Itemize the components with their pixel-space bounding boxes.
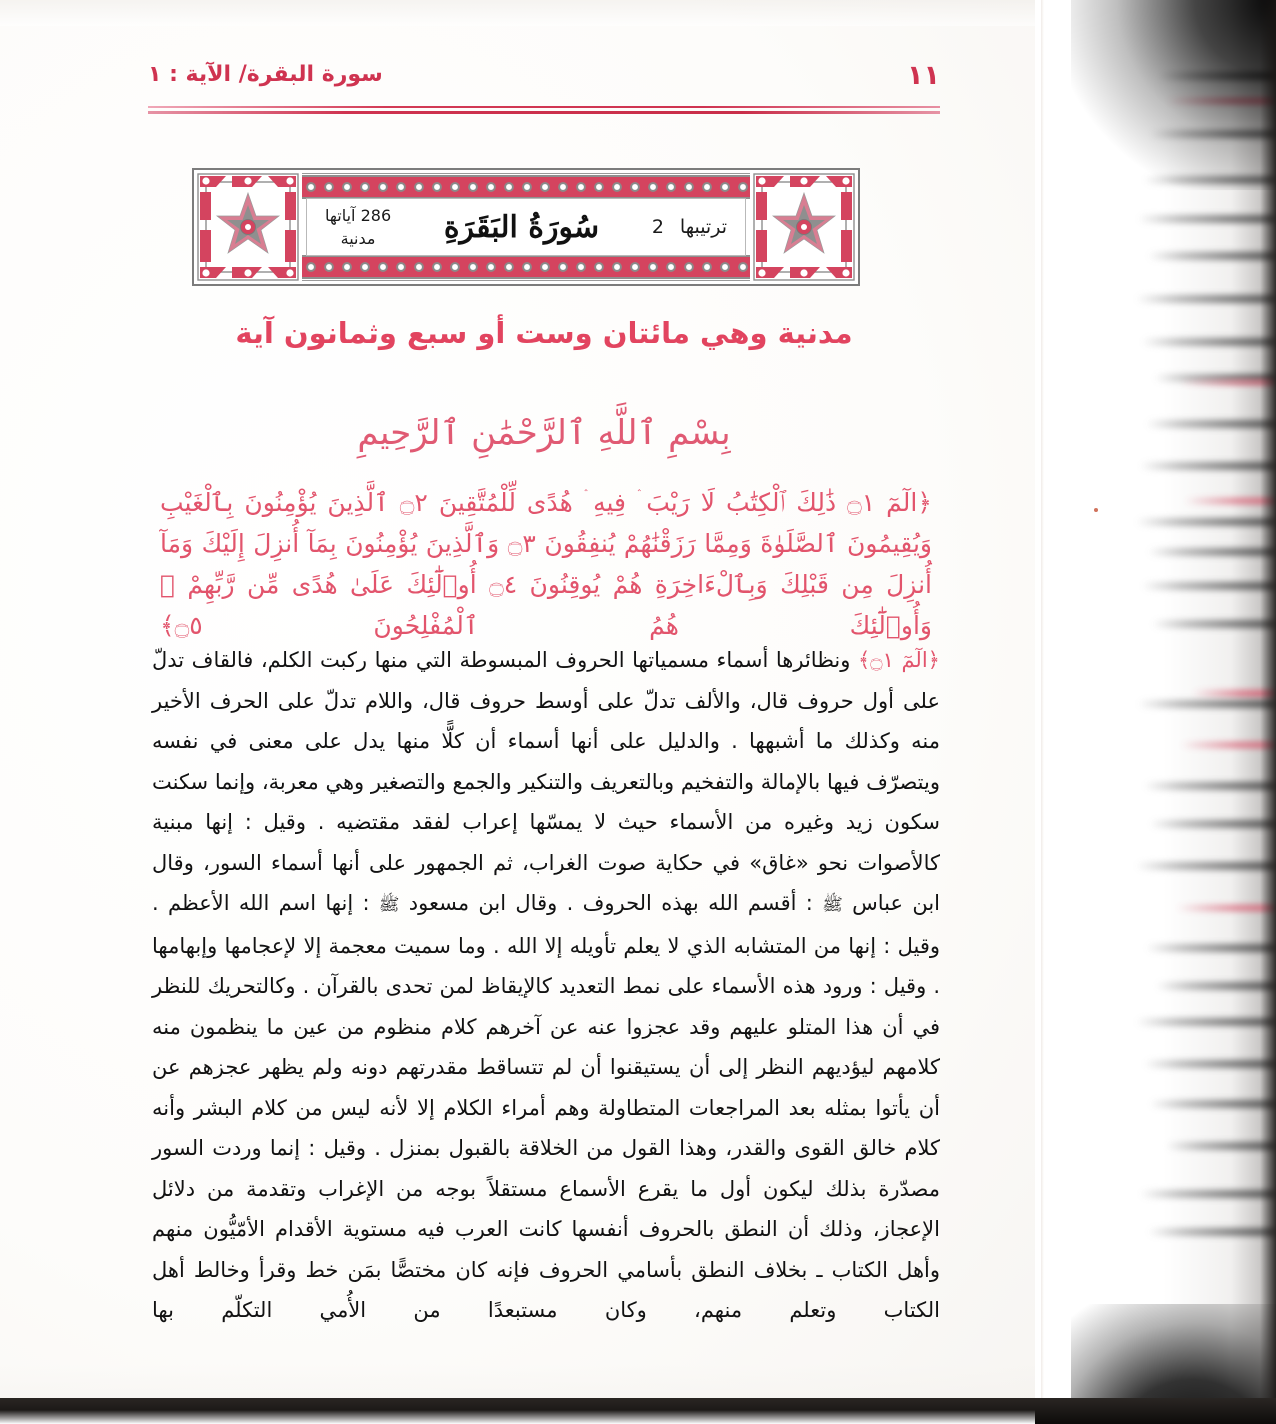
basmala: بِسْمِ ٱللَّهِ ٱلرَّحْمَٰنِ ٱلرَّحِيمِ: [357, 413, 731, 453]
page-top-shading: [0, 0, 1035, 26]
book-gutter: [1035, 0, 1276, 1424]
facing-page-curvature-shading: [1071, 0, 1276, 1424]
honorific-icon-2: ﷺ: [378, 895, 400, 915]
banner-ornament-bar-bottom: [302, 254, 750, 280]
banner-ornament-bar-top: [302, 174, 750, 200]
commentary-body: [152, 640, 940, 1331]
surah-order-group: [652, 216, 727, 238]
commentary-lemma: ﴿الٓمٓ ۝١﴾: [857, 648, 940, 672]
banner-ornament-right: [750, 170, 858, 284]
header-rule-bottom: [148, 111, 940, 114]
verse-close-bracket: ﴾: [160, 611, 175, 640]
surah-banner: [192, 168, 860, 286]
facing-page-blurred: [1071, 0, 1276, 1424]
page-edge-shadow: [1260, 0, 1276, 1424]
surah-ayat-group: [325, 204, 391, 250]
surah-revelation-type: مدنية: [340, 229, 376, 248]
header-rule-top: [148, 106, 940, 108]
surah-order-label: ترتيبها: [679, 216, 727, 238]
surah-subheading: مدنية وهي مائتان وست أو سبع وثمانون آية: [235, 316, 853, 350]
honorific-icon: ﷺ: [822, 895, 843, 915]
surah-ayat-count: 286: [360, 205, 392, 225]
surah-order-number: 2: [651, 216, 664, 238]
verse-open-bracket: ﴿: [917, 488, 932, 517]
banner-ornament-left: [194, 170, 302, 284]
surah-ayat-label: آياتها: [325, 205, 356, 225]
scan-bottom-fade: [0, 1410, 1035, 1424]
gutter-top-shadow: [1071, 0, 1276, 190]
surah-banner-text: [306, 198, 746, 256]
verse-line-1: الٓمٓ ۝١ ذَٰلِكَ ٱلْكِتَٰبُ لَا رَيْبَ ۛ فِيهِ ۛ هُدًى لِّلْمُتَّقِينَ ۝٢ ٱلَّذِينَ يُؤْمِنُونَ بِٱلْغَيْبِ وَيُقِيمُونَ: [160, 488, 932, 558]
commentary-text-1: ونظائرها أسماء مسمياتها الحروف المبسوطة التي منها ركبت الكلم، فالقاف تدلّ على أول حروف قال، والألف تدلّ على أوسط حروف قال، واللام تدلّ على الحرف الأخير منه وكذلك ما أشبهها . والدليل على أنها أسماء أن كلًّا منها يدل على معنى في نفسه ويتصرّف فيها بالإمالة والتفخيم وبالتعريف والتنكير والجمع والتصغير وهي معربة، وإنما سكنت سكون زيد وغيره من الأسماء حيث لا يمسّها إعراب لفقد مقتضيه . وقيل : إنها مبنية كالأصوات نحو «غاق» في حكاية صوت الغراب، ثم الجمهور على أنها أسماء السور، وقال ابن عباس: [152, 648, 940, 915]
commentary-text-2: : أقسم الله بهذه الحروف . وقال ابن مسعود: [399, 891, 823, 915]
header-rule: [148, 106, 940, 114]
surah-ayat-line: [325, 204, 391, 227]
running-header: [148, 58, 940, 102]
commentary-text-3: : إنها اسم الله الأعظم . وقيل : إنها من المتشابه الذي لا يعلم تأويله إلا الله . وما سميت معجمة إلا لإعجامها وإبهامها . وقيل : ورود هذه الأسماء على نمط التعديد كالإيقاظ لمن تحدى بالقرآن . وكالتحريك للنظر في أن هذا المتلو عليهم وقد عجزوا عنه عن آخرهم كلام منظوم من عين ما ينظمون منه كلامهم ليؤديهم النظر إلى أن يستيقنوا أن لم تتساقط مقدرتهم دونه ولم يظهر عجزهم عن أن يأتوا بمثله بعد المراجعات المتطاولة وهم أمراء الكلام إلا لأنه ليس من كلام البشر وأنه كلام خالق القوى والقدر، وهذا القول من الخلاقة بالقبول بمنزل . وقيل : إنما وردت السور مصدّرة بذلك ليكون أول ما يقرع الأسماع مستقلاً بوجه من الإغراب وتقدمة من دلائل الإعجاز، وذلك أن النطق بالحروف أنفسها كانت العرب فيه مستوية الأقدام الأمّيُّون منهم وأهل الكتاب ـ بخلاف النطق بأسامي الحروف فإنه كان مختصًّا بمَن خط وقرأ وخالط أهل الكتاب وتعلم منهم، وكان مستبعدًا من الأُمي التكلّم بها: [152, 891, 940, 1322]
quran-verses-block: [160, 482, 932, 646]
page-fold-line: [1041, 0, 1044, 1424]
surah-title: سُورَةُ البَقَرَةِ: [443, 209, 600, 245]
page-number: ١١: [907, 60, 940, 91]
verse-line-3: وَبِٱلْءَاخِرَةِ هُمْ يُوقِنُونَ ۝٤ أُو۟لَٰٓئِكَ عَلَىٰ هُدًى مِّن رَّبِّهِمْ ۖ وَأُو۟لَٰٓئِكَ هُمُ ٱلْمُفْلِحُونَ ۝٥: [160, 570, 932, 640]
verse-line-2: ٱلصَّلَوٰةَ وَمِمَّا رَزَقْنَٰهُمْ يُنفِقُونَ ۝٣ وَٱلَّذِينَ يُؤْمِنُونَ بِمَآ أُنزِلَ إِلَيْكَ وَمَآ أُنزِلَ مِن قَبْلِكَ: [160, 529, 932, 599]
header-reference: سورة البقرة/ الآية : ١: [148, 62, 383, 87]
